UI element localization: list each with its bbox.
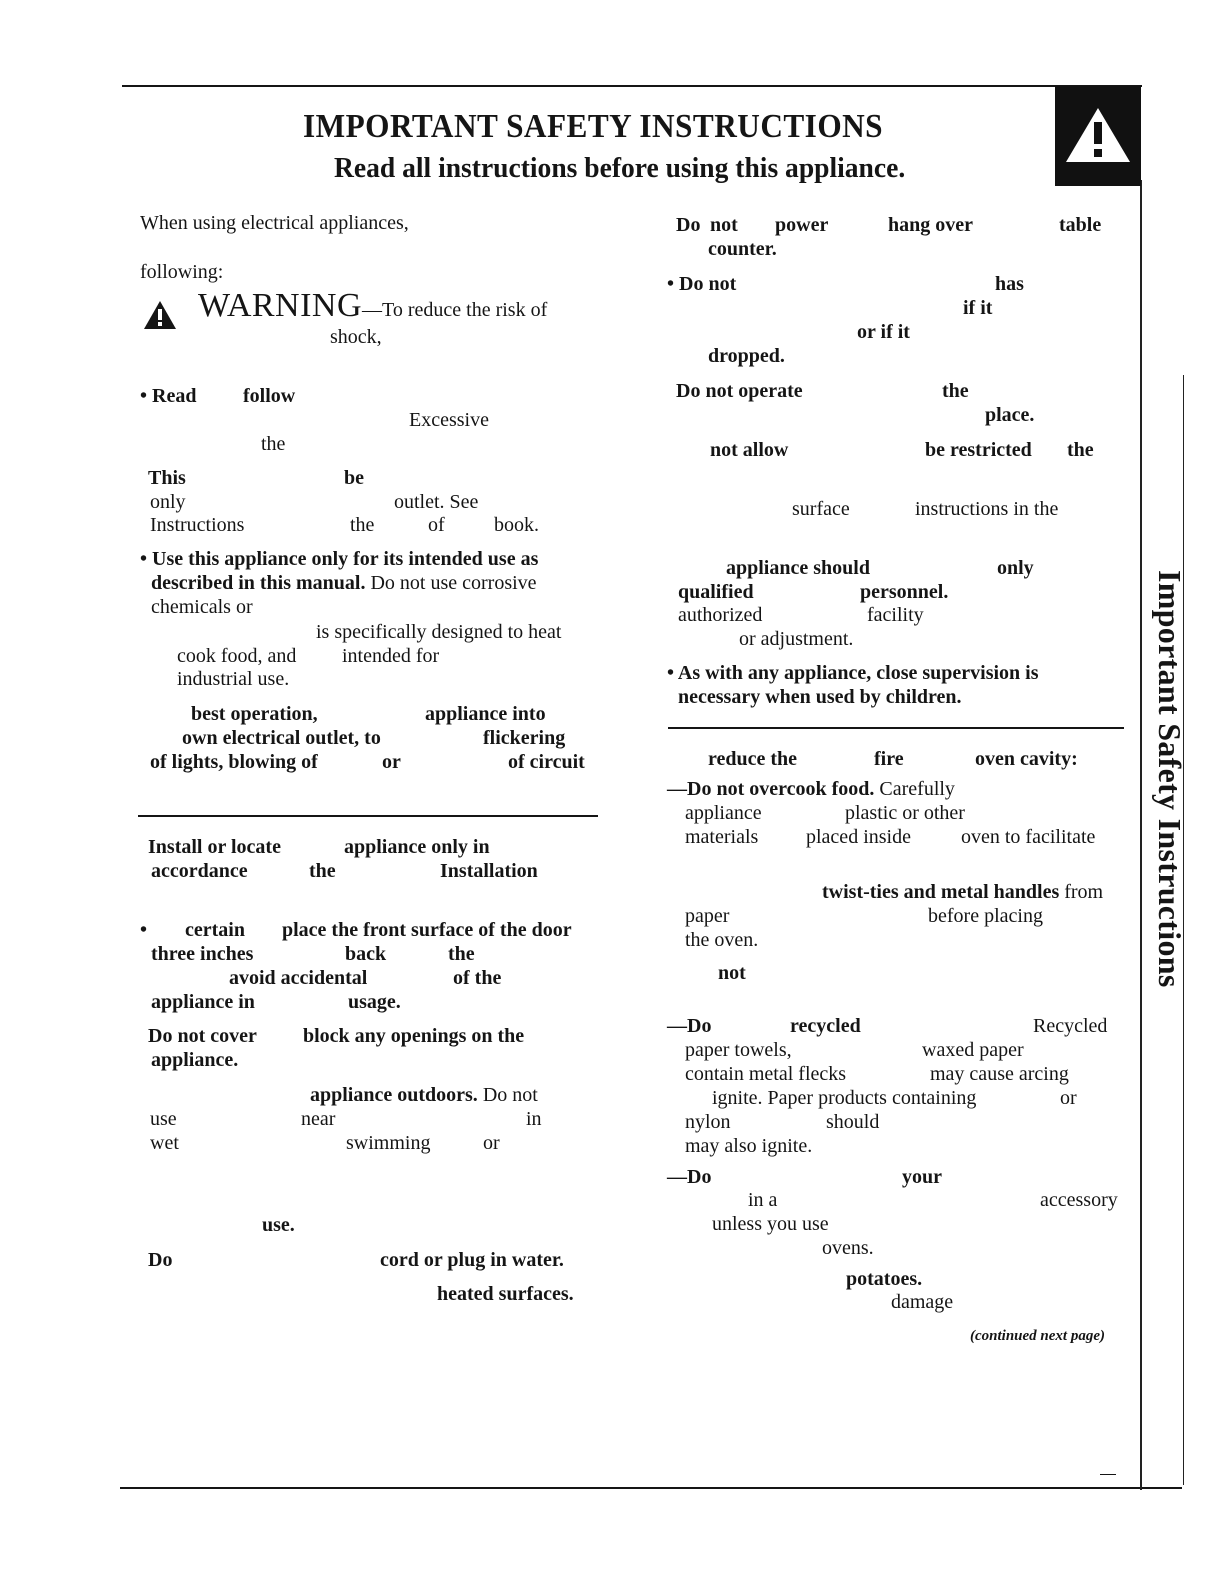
r-adjustment: or adjustment.: [739, 628, 854, 650]
r-do-not: • Do not: [667, 273, 737, 295]
appliance-in: appliance in: [151, 991, 255, 1013]
r-instructions-in-the: instructions in the: [915, 498, 1059, 520]
r-unless-you-use: unless you use: [712, 1213, 829, 1235]
r-may-ignite: may also ignite.: [685, 1135, 813, 1157]
three-inches: three inches: [151, 943, 254, 965]
r-ignite-paper: ignite. Paper products containing: [712, 1087, 977, 1109]
r-the-2: the: [1067, 439, 1094, 461]
follow-word: follow: [243, 385, 296, 407]
intro-line-2: following:: [140, 261, 224, 283]
warning-heading: [198, 287, 547, 325]
page-title: IMPORTANT SAFETY INSTRUCTIONS: [303, 108, 884, 145]
r-not-allow: not allow: [710, 439, 789, 461]
swimming-word: swimming: [346, 1132, 431, 1154]
the-word-3: the: [309, 860, 336, 882]
outlet-see: outlet. See: [394, 491, 479, 513]
appliance-outdoors: appliance outdoors.: [310, 1084, 478, 1106]
r-accessory: accessory: [1040, 1189, 1118, 1211]
warning-word: WARNING: [198, 287, 363, 324]
r-paper-towels: paper towels,: [685, 1039, 792, 1061]
r-your: your: [902, 1166, 942, 1188]
do-not-text: Do not: [477, 1084, 538, 1106]
r-overcook-line: [667, 778, 955, 801]
r-reduce-the: reduce the: [708, 748, 798, 770]
r-in-a: in a: [748, 1189, 778, 1211]
block-openings: block any openings on the: [303, 1025, 525, 1047]
r-place: place.: [985, 404, 1035, 426]
r-materials: materials: [685, 826, 759, 848]
r-twist-ties-line: [822, 881, 1103, 904]
r-overcook: —Do not overcook food.: [667, 778, 875, 800]
accordance: accordance: [151, 860, 248, 882]
this-word: This: [148, 467, 186, 489]
flickering: flickering: [483, 727, 566, 749]
warning-triangle-small-icon: [143, 300, 177, 330]
wet-word: wet: [150, 1132, 179, 1154]
r-plastic-other: plastic or other: [845, 802, 965, 824]
r-oven-cavity: oven cavity:: [975, 748, 1078, 770]
r-nylon: nylon: [685, 1111, 731, 1133]
side-tab: [1149, 570, 1189, 1010]
use-end: use.: [262, 1214, 295, 1236]
r-the-1: the: [942, 380, 969, 402]
the-word-2: the: [350, 514, 375, 536]
corrosive-text: Do not use corrosive: [365, 572, 537, 594]
do-word: Do: [148, 1249, 173, 1271]
r-appliance-should: appliance should: [726, 557, 870, 579]
r-children: necessary when used by children.: [678, 686, 962, 708]
side-tab-label: Important Safety Instructions: [1152, 570, 1188, 988]
r-do: Do: [676, 214, 701, 236]
appliance-word: appliance.: [151, 1049, 239, 1071]
r-supervision: • As with any appliance, close supervision is: [667, 662, 1039, 684]
r-do-not-operate: Do not operate: [676, 380, 803, 402]
in-word: in: [526, 1108, 542, 1130]
installation-word: Installation: [440, 860, 538, 882]
instructions-word: Instructions: [150, 514, 245, 536]
cook-food: cook food, and: [177, 645, 297, 667]
do-not-cover: Do not cover: [148, 1025, 257, 1047]
appliance-into: appliance into: [425, 703, 546, 725]
intended-use-line: • Use this appliance only for its intended use as: [140, 548, 539, 570]
r-potatoes: potatoes.: [846, 1268, 923, 1290]
r-appliance: appliance: [685, 802, 762, 824]
r-paper: paper: [685, 905, 730, 927]
r-not-2: not: [718, 962, 746, 984]
of-the: of the: [453, 967, 502, 989]
bullet-certain: •: [140, 919, 148, 941]
outdoors-line: [310, 1084, 538, 1107]
r-qualified: qualified: [678, 581, 754, 603]
or-word-2: or: [483, 1132, 500, 1154]
r-placed-inside: placed inside: [806, 826, 911, 848]
intended-for: intended for: [342, 645, 440, 667]
r-hang-over: hang over: [888, 214, 973, 236]
r-do-3: —Do: [667, 1166, 712, 1188]
the-word-4: the: [448, 943, 475, 965]
page-subtitle: Read all instructions before using this appliance.: [334, 152, 906, 184]
left-section-rule: [138, 815, 598, 817]
install-locate: Install or locate: [148, 836, 281, 858]
warning-badge: [1055, 86, 1141, 186]
bottom-right-dash: [1100, 1474, 1116, 1475]
right-section-rule: [668, 727, 1124, 729]
r-be-restricted: be restricted: [925, 439, 1032, 461]
warning-text: —To reduce the risk of: [362, 299, 548, 321]
r-before-placing: before placing: [928, 905, 1043, 927]
r-recycled: recycled: [790, 1015, 861, 1037]
r-personnel: personnel.: [860, 581, 949, 603]
near-word: near: [301, 1108, 336, 1130]
right-vertical-rule: [1140, 180, 1142, 1490]
only-word: only: [150, 491, 186, 513]
r-ovens: ovens.: [822, 1237, 874, 1259]
certain-word: certain: [185, 919, 245, 941]
heated-surfaces: heated surfaces.: [437, 1283, 574, 1305]
r-counter: counter.: [708, 238, 777, 260]
r-not: not: [710, 214, 738, 236]
book-word: book.: [494, 514, 539, 536]
r-table: table: [1059, 214, 1102, 236]
back-word: back: [345, 943, 387, 965]
chemicals-line: chemicals or: [151, 596, 253, 618]
excessive-word: Excessive: [409, 409, 489, 431]
the-word-1: the: [261, 433, 286, 455]
r-facility: facility: [867, 604, 924, 626]
intro-line-1: When using electrical appliances,: [140, 212, 409, 234]
appliance-only-in: appliance only in: [344, 836, 490, 858]
or-word-1: or: [382, 751, 401, 773]
r-if-it: if it: [963, 297, 993, 319]
r-twist-ties: twist-ties and metal handles: [822, 881, 1060, 903]
r-metal-flecks: contain metal flecks: [685, 1063, 847, 1085]
bottom-rule: [120, 1487, 1182, 1489]
r-arcing: may cause arcing: [930, 1063, 1069, 1085]
described-line: [151, 572, 537, 595]
r-from: from: [1059, 881, 1104, 903]
r-authorized: authorized: [678, 604, 763, 626]
warning-line-2: shock,: [330, 326, 382, 348]
usage-word: usage.: [348, 991, 401, 1013]
r-waxed-paper: waxed paper: [922, 1039, 1024, 1061]
r-or: or: [1060, 1087, 1077, 1109]
designed-line: is specifically designed to heat: [316, 621, 562, 643]
industrial-use: industrial use.: [177, 668, 290, 690]
own-outlet: own electrical outlet, to: [182, 727, 381, 749]
r-the-oven: the oven.: [685, 929, 759, 951]
lights-blowing: of lights, blowing of: [150, 751, 318, 773]
r-recycled-2: Recycled: [1033, 1015, 1108, 1037]
front-surface-line: place the front surface of the door: [282, 919, 572, 941]
described-bold: described in this manual.: [151, 572, 366, 594]
be-word: be: [344, 467, 364, 489]
warning-triangle-icon: [1064, 106, 1132, 164]
r-dropped: dropped.: [708, 345, 785, 367]
cord-plug-water: cord or plug in water.: [380, 1249, 564, 1271]
r-oven-facilitate: oven to facilitate: [961, 826, 1096, 848]
of-circuit: of circuit: [508, 751, 585, 773]
of-word-1: of: [428, 514, 445, 536]
r-fire: fire: [874, 748, 904, 770]
r-power: power: [775, 214, 829, 236]
r-damage: damage: [891, 1291, 954, 1313]
use-word: use: [150, 1108, 177, 1130]
top-rule: [122, 85, 1142, 87]
r-surface: surface: [792, 498, 850, 520]
r-carefully: Carefully: [874, 778, 955, 800]
r-or-if-it: or if it: [857, 321, 910, 343]
avoid-accidental: avoid accidental: [229, 967, 368, 989]
r-has: has: [995, 273, 1024, 295]
continued-next-page: (continued next page): [970, 1328, 1105, 1344]
best-operation: best operation,: [191, 703, 318, 725]
r-should: should: [826, 1111, 880, 1133]
read-word: • Read: [140, 385, 197, 407]
r-only: only: [997, 557, 1034, 579]
r-do-recycled: —Do: [667, 1015, 712, 1037]
